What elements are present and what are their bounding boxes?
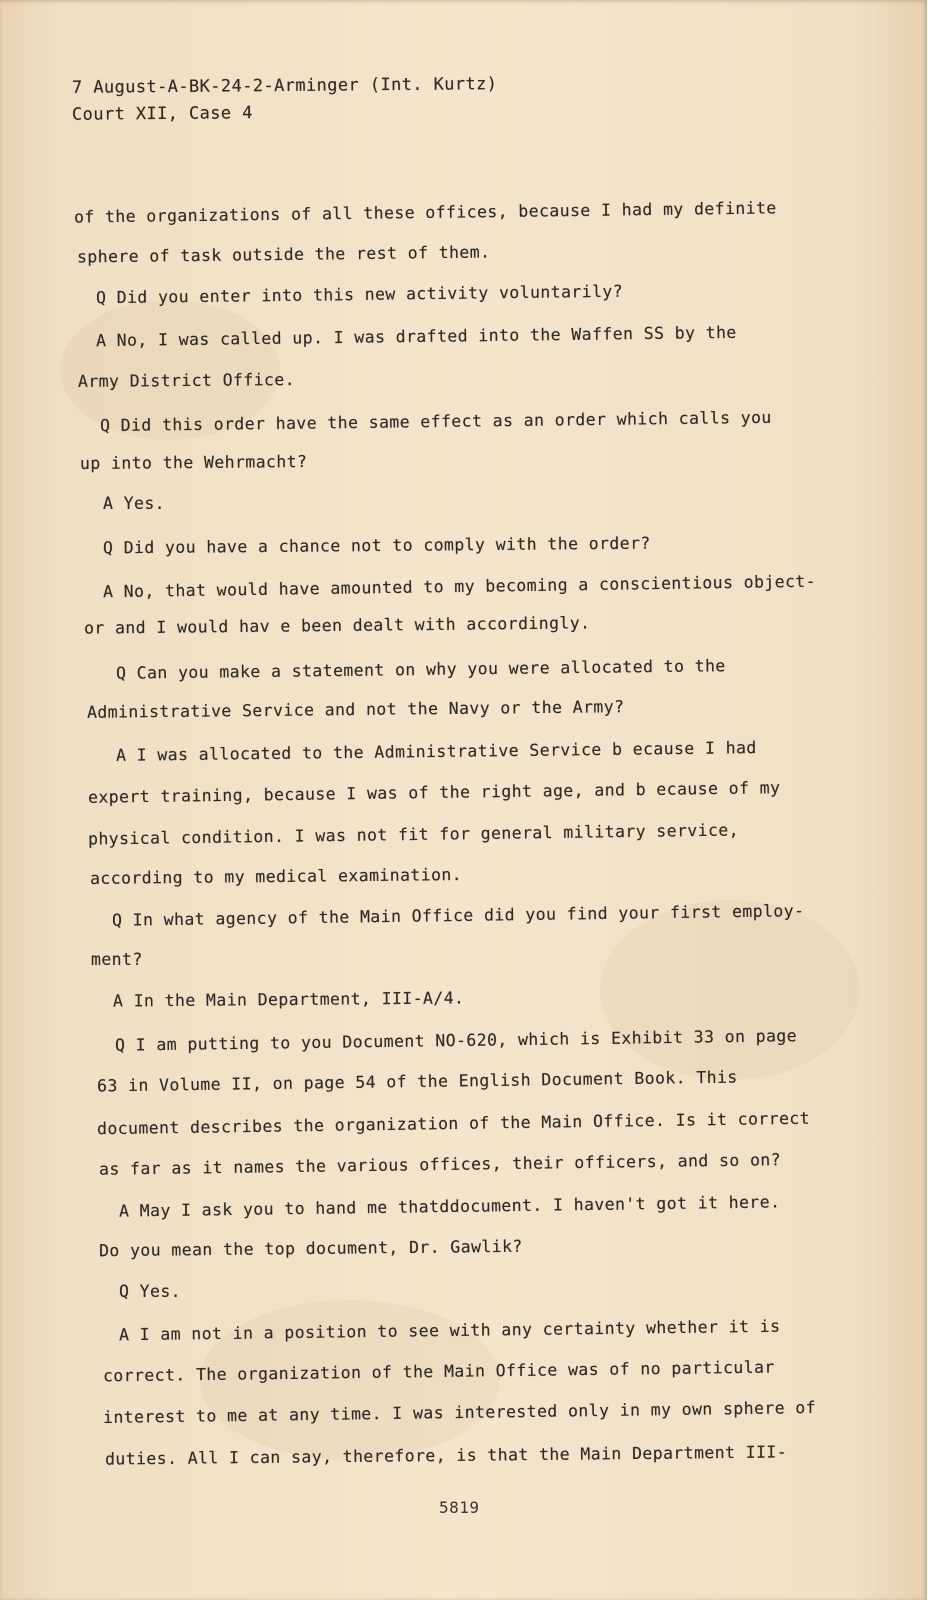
text-line: 63 in Volume II, on page 54 of the English Document Book. This	[96, 1067, 738, 1096]
text-line: Q I am putting to you Document NO-620, which is Exhibit 33 on page	[114, 1026, 798, 1055]
text-line: according to my medical examination.	[89, 865, 463, 888]
text-line: Q Did you enter into this new activity voluntarily?	[95, 281, 624, 308]
text-line: Administrative Service and not the Navy or the Army?	[86, 697, 625, 722]
text-line: Army District Office.	[77, 370, 296, 391]
text-line: or and I would hav e been dealt with accordingly.	[83, 613, 591, 638]
page-number: 5819	[439, 1498, 480, 1517]
text-line: A In the Main Department, III-A/4.	[112, 988, 465, 1011]
text-line: Q Can you make a statement on why you were allocated to the	[115, 656, 726, 683]
text-line: document describes the organization of the Main Office. Is it correct	[96, 1108, 811, 1139]
text-line: Q Did this order have the same effect as an order which calls you	[99, 407, 772, 436]
text-line: correct. The organization of the Main Office was of no particular	[102, 1357, 775, 1386]
text-line: Q Did you have a chance not to comply with the order?	[102, 533, 651, 558]
text-line: Q Yes.	[119, 1282, 182, 1301]
text-line: as far as it names the various offices, their officers, and so on?	[98, 1150, 782, 1179]
paper-stain	[600, 900, 860, 1080]
text-line: A I was allocated to the Administrative Service b ecause I had	[115, 738, 757, 765]
text-line: A No, I was called up. I was drafted into the Waffen SS by the	[95, 322, 737, 351]
text-line: duties. All I can say, therefore, is that the Main Department III-	[104, 1442, 788, 1469]
text-line: Q In what agency of the Main Office did you find your first employ-	[111, 901, 805, 930]
text-line: A I am not in a position to see with any certainty whether it is	[118, 1316, 781, 1345]
text-line: interest to me at any time. I was interested only in my own sphere of	[102, 1398, 817, 1427]
text-line: A No, that would have amounted to my becoming a conscientious object-	[102, 571, 817, 602]
text-line: A May I ask you to hand me thatddocument. I haven't got it here.	[118, 1192, 781, 1221]
text-line: up into the Wehrmacht?	[79, 452, 308, 473]
text-line: physical condition. I was not fit for general military service,	[87, 820, 740, 849]
text-line: expert training, because I was of the right age, and b ecause of my	[87, 778, 781, 807]
text-line: sphere of task outside the rest of them.	[76, 242, 491, 267]
text-line: of the organizations of all these offices, because I had my definite	[73, 198, 777, 227]
header-case-reference: 7 August-A-BK-24-2-Arminger (Int. Kurtz)	[71, 74, 498, 98]
text-line: A Yes.	[103, 494, 166, 513]
text-line: Do you mean the top document, Dr. Gawlik?	[98, 1236, 523, 1261]
header-court-case: Court XII, Case 4	[71, 103, 253, 125]
text-line: ment?	[91, 950, 143, 969]
